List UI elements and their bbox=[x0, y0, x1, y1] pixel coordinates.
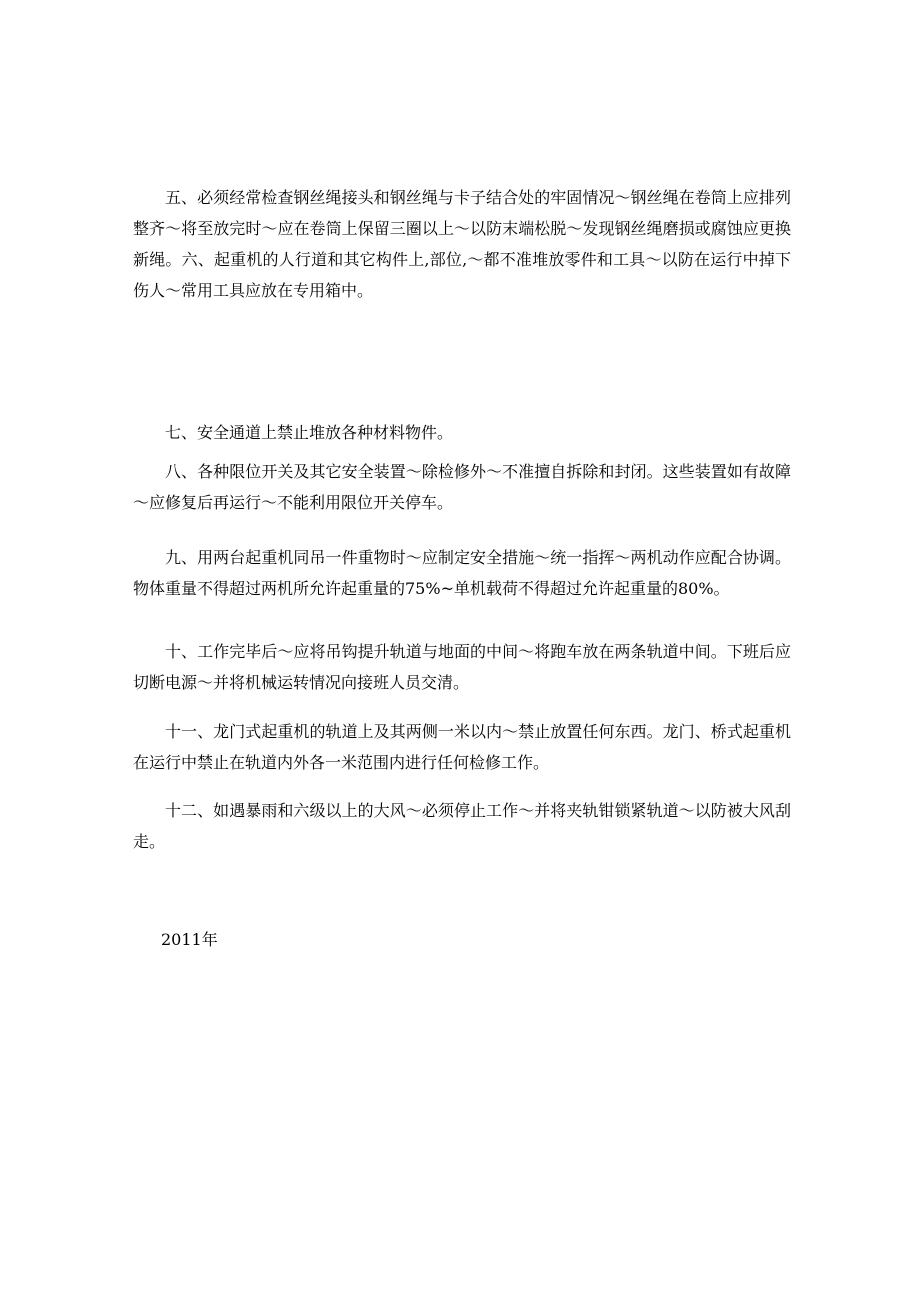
document-date: 2011年 bbox=[161, 930, 218, 949]
paragraph-rule-12: 十二、如遇暴雨和六级以上的大风～必须停止工作～并将夹轨钳锁紧轨道～以防被大风刮走。 bbox=[133, 801, 791, 851]
paragraph-rule-5-6: 五、必须经常检查钢丝绳接头和钢丝绳与卡子结合处的牢固情况～钢丝绳在卷筒上应排列整齐～将至放完时～应在卷筒上保留三圈以上～以防末端松脱～发现钢丝绳磨损或腐蚀应更换新绳。六、起重机的人行道和其它构件上,部位,～都不准堆放零件和工具～以防在运行中掉下伤人～常用工具应放在专用箱中。 bbox=[133, 188, 791, 300]
paragraph-rule-9: 九、用两台起重机同吊一件重物时～应制定安全措施～统一指挥～两机动作应配合协调。物体重量不得超过两机所允许起重量的75%~单机载荷不得超过允许起重量的80%。 bbox=[133, 548, 791, 598]
paragraph-rule-10: 十、工作完毕后～应将吊钩提升轨道与地面的中间～将跑车放在两条轨道中间。下班后应切断电源～并将机械运转情况向接班人员交清。 bbox=[133, 642, 791, 692]
paragraph-rule-11: 十一、龙门式起重机的轨道上及其两侧一米以内～禁止放置任何东西。龙门、桥式起重机在运行中禁止在轨道内外各一米范围内进行任何检修工作。 bbox=[133, 722, 791, 772]
paragraph-rule-7: 七、安全通道上禁止堆放各种材料物件。 bbox=[165, 423, 454, 442]
paragraph-rule-8: 八、各种限位开关及其它安全装置～除检修外～不准擅自拆除和封闭。这些装置如有故障～应修复后再运行～不能利用限位开关停车。 bbox=[133, 462, 791, 512]
